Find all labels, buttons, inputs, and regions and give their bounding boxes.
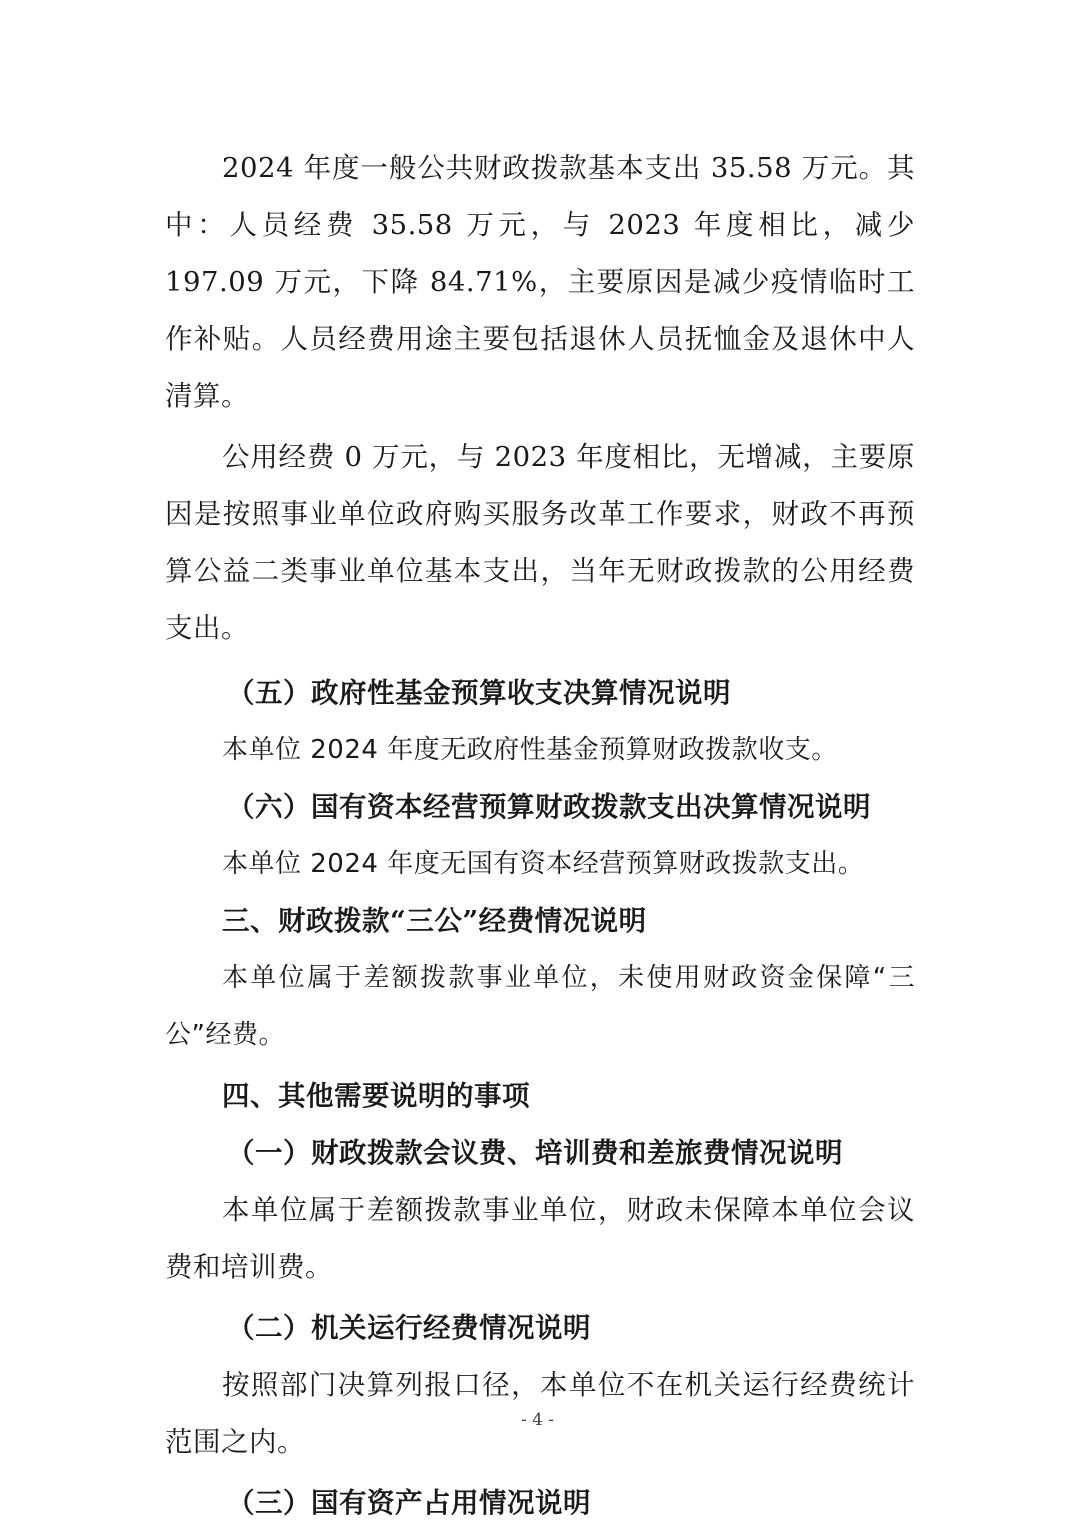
- paragraph-government-fund-budget: 本单位 2024 年度无政府性基金预算财政拨款收支。: [222, 735, 838, 765]
- heading-state-capital-budget: （六）国有资本经营预算财政拨款支出决算情况说明: [227, 791, 871, 823]
- heading-state-assets: （三）国有资产占用情况说明: [227, 1487, 591, 1519]
- heading-three-public-expenses: 三、财政拨款“三公”经费情况说明: [222, 905, 647, 937]
- page-number: - 4 -: [520, 1410, 555, 1430]
- heading-meeting-training-travel: （一）财政拨款会议费、培训费和差旅费情况说明: [227, 1137, 843, 1169]
- paragraph-three-public-expenses: 本单位属于差额拨款事业单位，未使用财政资金保障“三公”经费。: [165, 963, 915, 1050]
- paragraph-basic-expenditure: 2024 年度一般公共财政拨款基本支出 35.58 万元。其中：人员经费 35.58 万元，与 2023 年度相比，减少 197.09 万元，下降 84.71%，主要原因是减少疫情临时工作补贴。人员经费用途主要包括退休人员抚恤金及退休中人清算。: [165, 152, 915, 412]
- paragraph-meeting-training-travel: 本单位属于差额拨款事业单位，财政未保障本单位会议费和培训费。: [165, 1194, 915, 1283]
- heading-government-fund-budget: （五）政府性基金预算收支决算情况说明: [227, 677, 731, 709]
- paragraph-agency-operating-costs: 按照部门决算列报口径，本单位不在机关运行经费统计范围之内。: [165, 1369, 915, 1458]
- heading-other-matters: 四、其他需要说明的事项: [222, 1080, 530, 1112]
- document-body: [165, 140, 915, 1532]
- paragraph-public-funds: 公用经费 0 万元，与 2023 年度相比，无增减，主要原因是按照事业单位政府购买服务改革工作要求，财政不再预算公益二类事业单位基本支出，当年无财政拨款的公用经费支出。: [165, 441, 915, 644]
- heading-agency-operating-costs: （二）机关运行经费情况说明: [227, 1312, 591, 1344]
- paragraph-state-capital-budget: 本单位 2024 年度无国有资本经营预算财政拨款支出。: [222, 849, 865, 879]
